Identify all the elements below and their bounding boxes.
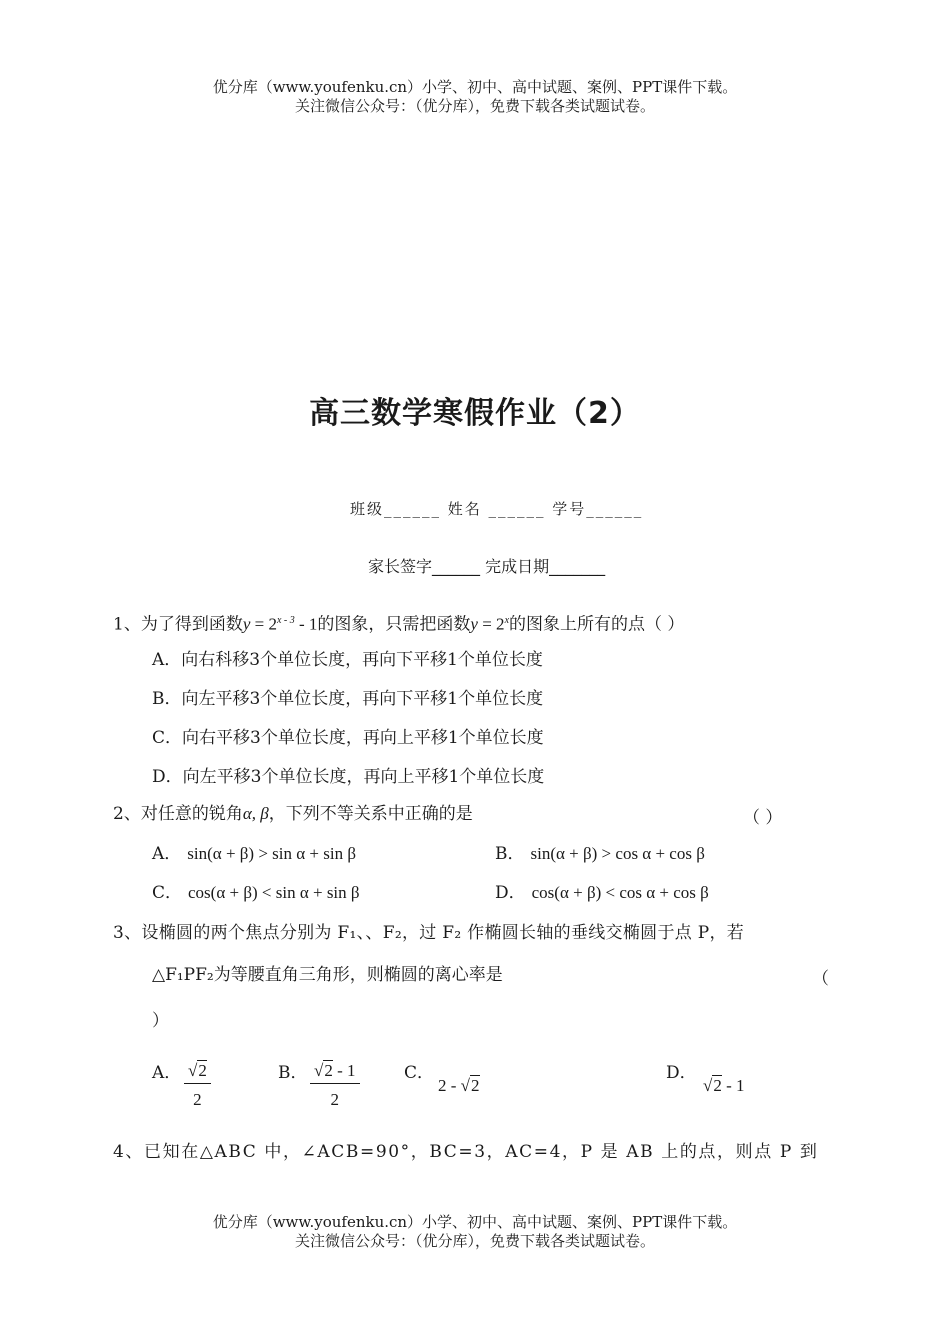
question-3-option-c-label: C． xyxy=(404,1063,435,1083)
function-2-exponent: x xyxy=(504,615,510,626)
question-1-text-c: 的图象上所有的点（ ） xyxy=(509,614,685,635)
question-3-stem-line-2: △F₁PF₂为等腰直角三角形，则椭圆的离心率是 xyxy=(152,965,503,985)
option-b-expression: sin(α + β) > cos α + cos β xyxy=(530,844,705,863)
page-title: 高三数学寒假作业（2） xyxy=(309,396,641,431)
option-d-expression: cos(α + β) < cos α + cos β xyxy=(531,883,709,902)
option-d-label: D． xyxy=(495,883,526,903)
function-1-exponent: x - 3 xyxy=(276,615,295,626)
option-c-label: C． xyxy=(152,883,183,903)
fraction-a-radicand: 2 xyxy=(198,1061,207,1080)
question-1-text-b: 的图象，只需把函数 xyxy=(317,614,471,635)
question-1-option-b: B．向左平移3个单位长度，再向下平移1个单位长度 xyxy=(152,689,544,709)
fraction-b-tail: - 1 xyxy=(332,1061,356,1080)
function-2-base: = 2 xyxy=(477,614,505,634)
footer-line-1: 优分库（www.youfenku.cn）小学、初中、高中试题、案例、PPT课件下载。 xyxy=(212,1213,738,1231)
function-1-base: = 2 xyxy=(250,614,277,634)
question-3-stem-line-1: 3、设椭圆的两个焦点分别为 F₁、、F₂，过 F₂ 作椭圆长轴的垂线交椭圆于点 P，若 xyxy=(113,923,745,943)
header-line-2: 关注微信公众号：（优分库），免费下载各类试题试卷。 xyxy=(294,97,655,115)
page-header xyxy=(0,78,950,116)
option-c-head: 2 - xyxy=(438,1076,461,1095)
option-a-label: A． xyxy=(152,844,182,864)
function-2-lhs: y xyxy=(470,614,478,634)
question-2-answer-paren: （ ） xyxy=(743,808,783,828)
question-1-stem xyxy=(113,610,684,636)
question-3-paren-open: （ xyxy=(812,969,829,989)
question-3-option-d-label: D． xyxy=(666,1063,697,1083)
question-3-option-a-fraction xyxy=(184,1061,211,1110)
option-c-radicand: 2 xyxy=(471,1076,480,1095)
question-3-option-c-expression: 2 - √2 xyxy=(438,1076,480,1095)
option-d-radicand: 2 xyxy=(713,1076,722,1095)
fraction-b-numerator: √2 - 1 xyxy=(310,1061,360,1084)
option-a-expression: sin(α + β) > sin α + sin β xyxy=(187,844,356,863)
question-3-option-d-expression: √2 - 1 xyxy=(703,1076,745,1095)
function-1-lhs: y xyxy=(242,614,251,634)
page-footer xyxy=(0,1213,950,1251)
fraction-b-denominator: 2 xyxy=(330,1090,339,1109)
question-1-text-a: 为了得到函数 xyxy=(140,614,243,635)
question-3-option-b-label: B． xyxy=(278,1063,308,1083)
question-1-option-d: D．向左平移3个单位长度，再向上平移1个单位长度 xyxy=(152,767,545,787)
header-line-1: 优分库（www.youfenku.cn）小学、初中、高中试题、案例、PPT课件下载。 xyxy=(212,78,738,96)
question-4-stem-line-1: 4、已知在△ABC 中，∠ACB=90°，BC=3，AC=4，P 是 AB 上的点，则点 P 到 xyxy=(113,1142,819,1162)
function-1-tail: - 1 xyxy=(294,614,318,634)
option-b-label: B． xyxy=(495,844,525,864)
question-2-text-a: 对任意的锐角 xyxy=(140,804,243,824)
option-c-expression: cos(α + β) < sin α + sin β xyxy=(188,883,360,902)
question-2-option-a xyxy=(152,843,356,865)
question-3-option-b-fraction xyxy=(310,1061,360,1110)
question-3-option-a-label: A． xyxy=(152,1063,182,1083)
question-2-text-b: ，下列不等关系中正确的是 xyxy=(268,804,473,824)
fraction-a-numerator: √2 xyxy=(184,1061,211,1084)
student-info-line: 班级______ 姓名 ______ 学号______ xyxy=(350,500,644,518)
fraction-a-denominator: 2 xyxy=(193,1090,202,1109)
question-2-number: 2、 xyxy=(113,804,141,824)
question-1-option-a: A．向右科移3个单位长度，再向下平移1个单位长度 xyxy=(152,650,543,670)
question-1-number: 1、 xyxy=(113,614,141,635)
option-d-tail: - 1 xyxy=(721,1076,745,1095)
question-2-stem xyxy=(113,803,473,825)
question-2-option-c xyxy=(152,882,360,904)
question-1-option-c: C．向右平移3个单位长度，再向上平移1个单位长度 xyxy=(152,728,544,748)
footer-line-2: 关注微信公众号：（优分库），免费下载各类试题试卷。 xyxy=(294,1232,655,1250)
parent-info-line: 家长签字______ 完成日期_______ xyxy=(368,557,606,576)
fraction-b-radicand: 2 xyxy=(324,1061,333,1080)
question-3-paren-close: ） xyxy=(152,1011,169,1031)
question-2-option-d xyxy=(495,882,709,904)
question-2-option-b xyxy=(495,843,705,865)
question-2-variables: α, β xyxy=(242,804,269,823)
